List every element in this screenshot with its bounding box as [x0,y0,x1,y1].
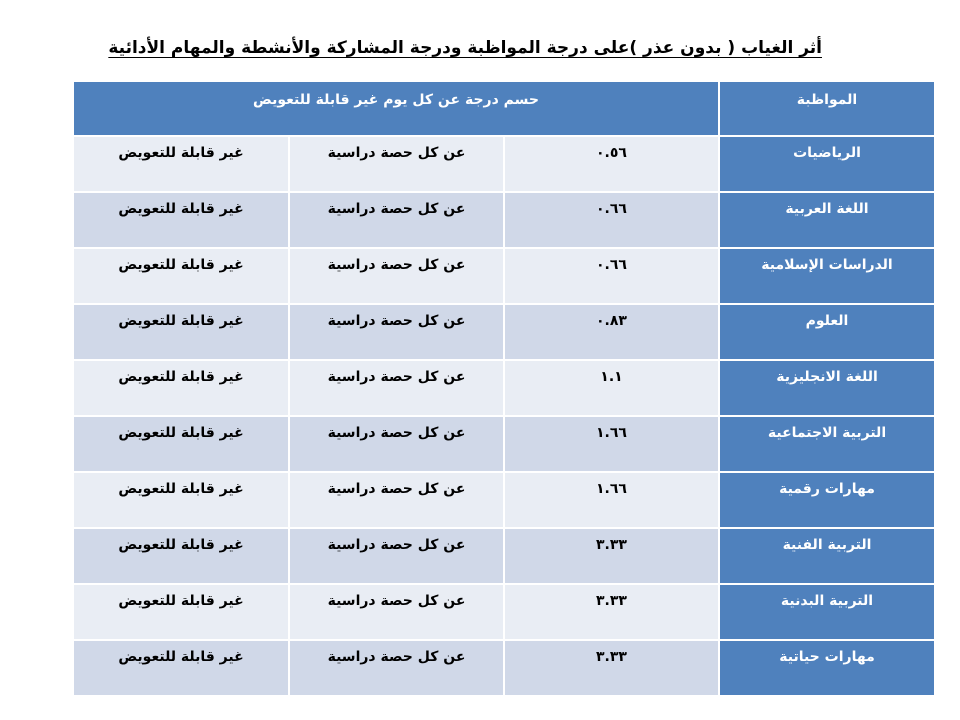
deduction-value-cell: ٠.٦٦ [504,192,719,248]
deduction-value-cell: ٠.٨٣ [504,304,719,360]
deduction-value-cell: ١.٦٦ [504,472,719,528]
per-session-cell: عن كل حصة دراسية [289,528,504,584]
table-row [73,584,935,640]
compensation-status-cell: غير قابلة للتعويض [73,416,289,472]
per-session-cell: عن كل حصة دراسية [289,640,504,696]
per-session-cell: عن كل حصة دراسية [289,416,504,472]
subject-cell: العلوم [719,304,935,360]
subject-cell: الرياضيات [719,136,935,192]
table-row [73,136,935,192]
compensation-status-cell: غير قابلة للتعويض [73,360,289,416]
deduction-value-cell: ١.٦٦ [504,416,719,472]
table-header-row [73,81,935,136]
absence-deduction-table [72,80,936,697]
per-session-cell: عن كل حصة دراسية [289,248,504,304]
compensation-status-cell: غير قابلة للتعويض [73,248,289,304]
table-row [73,248,935,304]
deduction-header: حسم درجة عن كل يوم غير قابلة للتعويض [73,81,719,136]
per-session-cell: عن كل حصة دراسية [289,584,504,640]
subject-cell: مهارات رقمية [719,472,935,528]
per-session-cell: عن كل حصة دراسية [289,192,504,248]
deduction-value-cell: ٠.٥٦ [504,136,719,192]
table-row [73,360,935,416]
subject-cell: التربية البدنية [719,584,935,640]
per-session-cell: عن كل حصة دراسية [289,304,504,360]
subject-cell: مهارات حياتية [719,640,935,696]
per-session-cell: عن كل حصة دراسية [289,136,504,192]
table-row [73,304,935,360]
subject-cell: اللغة الانجليزية [719,360,935,416]
deduction-value-cell: ٣.٣٣ [504,528,719,584]
per-session-cell: عن كل حصة دراسية [289,360,504,416]
per-session-cell: عن كل حصة دراسية [289,472,504,528]
page-title: أثر الغياب ( بدون عذر )على درجة المواظبة ودرجة المشاركة والأنشطة والمهام الأدائية [108,38,822,58]
deduction-value-cell: ٠.٦٦ [504,248,719,304]
subject-header: المواظبة [719,81,935,136]
subject-cell: التربية الاجتماعية [719,416,935,472]
compensation-status-cell: غير قابلة للتعويض [73,528,289,584]
deduction-value-cell: ٣.٣٣ [504,640,719,696]
deduction-value-cell: ٣.٣٣ [504,584,719,640]
compensation-status-cell: غير قابلة للتعويض [73,584,289,640]
table-row [73,192,935,248]
table-row [73,416,935,472]
table-body [73,81,935,696]
compensation-status-cell: غير قابلة للتعويض [73,192,289,248]
table-row [73,640,935,696]
subject-cell: التربية الفنية [719,528,935,584]
compensation-status-cell: غير قابلة للتعويض [73,472,289,528]
table-row [73,472,935,528]
subject-cell: اللغة العربية [719,192,935,248]
compensation-status-cell: غير قابلة للتعويض [73,640,289,696]
subject-cell: الدراسات الإسلامية [719,248,935,304]
compensation-status-cell: غير قابلة للتعويض [73,136,289,192]
table-row [73,528,935,584]
deduction-value-cell: ١.١ [504,360,719,416]
compensation-status-cell: غير قابلة للتعويض [73,304,289,360]
